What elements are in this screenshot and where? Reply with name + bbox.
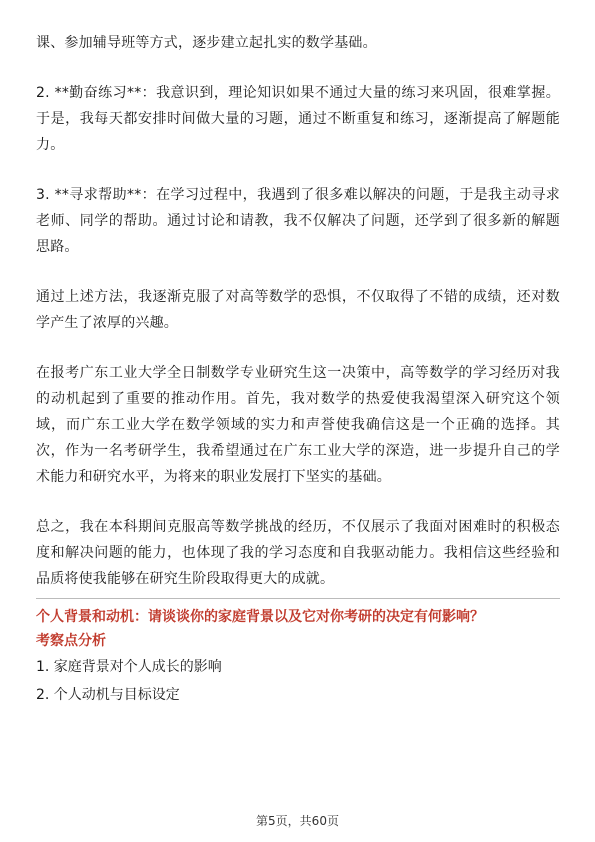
paragraph-seek-help: 3. **寻求帮助**：在学习过程中，我遇到了很多难以解决的问题，于是我主动寻求老师、同学的帮助。通过讨论和请教，我不仅解决了问题，还学到了很多新的解题思路。 [36, 187, 560, 255]
paragraph-continuation: 课、参加辅导班等方式，逐步建立起扎实的数学基础。 [36, 35, 377, 51]
analysis-point: 1. 家庭背景对个人成长的影响 [36, 659, 222, 675]
paragraph-practice: 2. **勤奋练习**：我意识到，理论知识如果不通过大量的练习来巩固，很难掌握。于是，我每天都安排时间做大量的习题，通过不断重复和练习，逐渐提高了解题能力。 [36, 85, 560, 153]
section-divider [36, 598, 560, 599]
document-page [36, 30, 560, 709]
paragraph-motivation: 在报考广东工业大学全日制数学专业研究生这一决策中，高等数学的学习经历对我的动机起到了重要的推动作用。首先，我对数学的热爱使我渴望深入研究这个领域，而广东工业大学在数学领域的实力和声誉使我确信这是一个正确的选择。其次，作为一名考研学生，我希望通过在广东工业大学的深造，进一步提升自己的学术能力和研究水平，为将来的职业发展打下坚实的基础。 [36, 365, 560, 485]
analysis-point: 2. 个人动机与目标设定 [36, 687, 180, 703]
paragraph-summary-methods: 通过上述方法，我逐渐克服了对高等数学的恐惧，不仅取得了不错的成绩，还对数学产生了浓厚的兴趣。 [36, 289, 560, 331]
paragraph-conclusion: 总之，我在本科期间克服高等数学挑战的经历，不仅展示了我面对困难时的积极态度和解决问题的能力，也体现了我的学习态度和自我驱动能力。我相信这些经验和品质将使我能够在研究生阶段取得更大的成就。 [36, 519, 560, 587]
analysis-heading: 考察点分析 [36, 633, 106, 649]
page-number: 第5页，共60页 [256, 814, 339, 828]
question-title: 个人背景和动机：请谈谈你的家庭背景以及它对你考研的决定有何影响？ [36, 609, 484, 625]
